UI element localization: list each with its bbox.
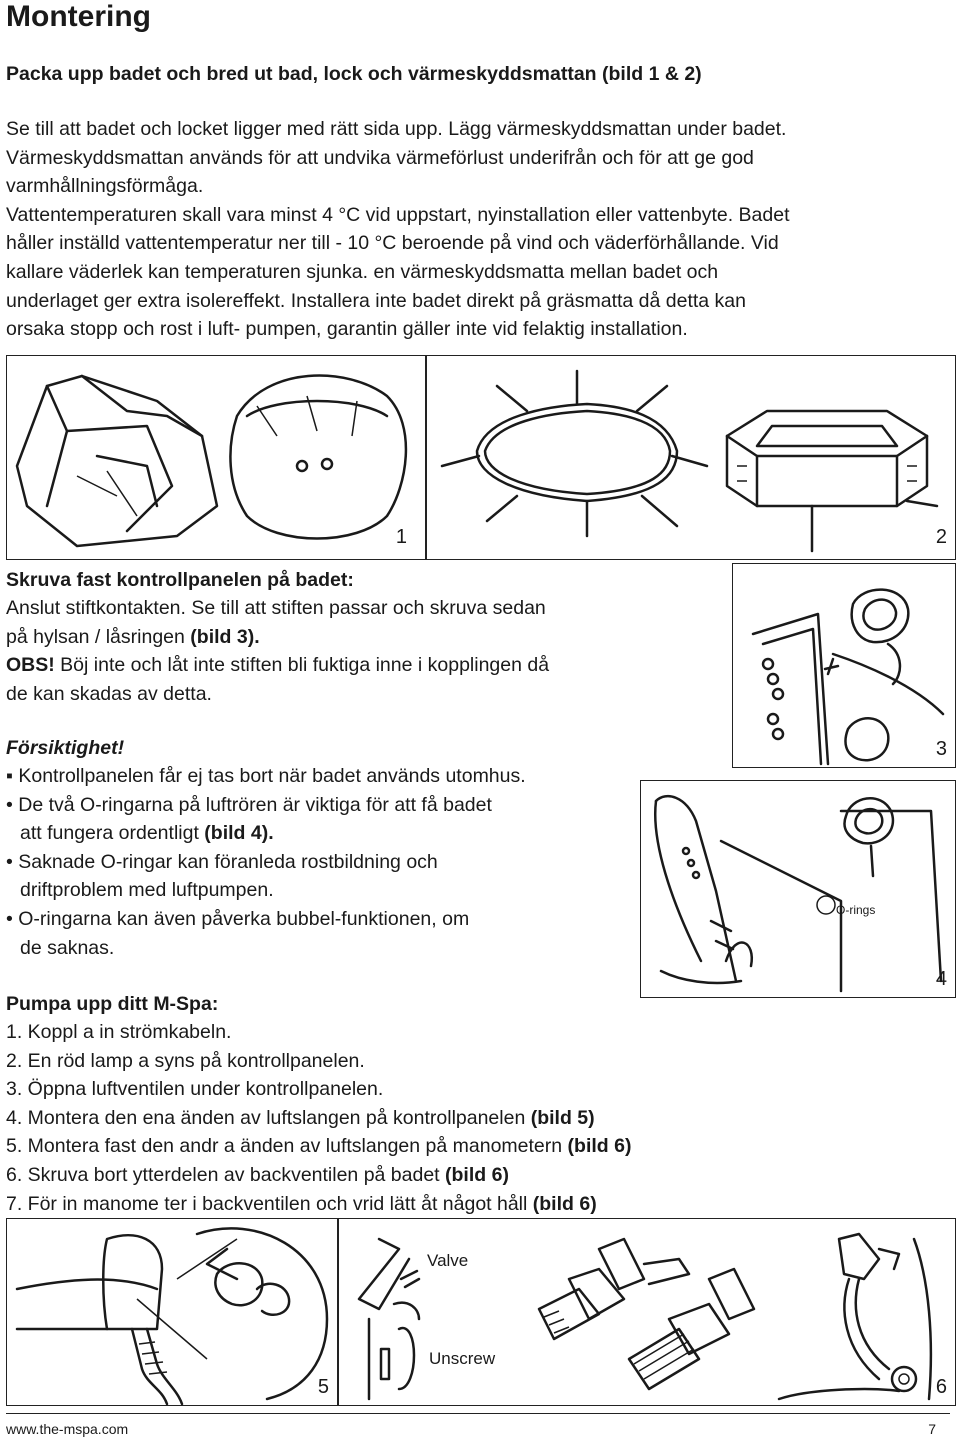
step-text: 1. Koppl a in strömkabeln. — [6, 1021, 232, 1043]
list-bullet: ▪ — [6, 765, 13, 787]
step-text: 2. En röd lamp a syns på kontrollpanelen. — [6, 1049, 365, 1072]
list-text: O-ringarna kan även påverka bubbel-funktionen, om — [18, 907, 470, 930]
section-control-panel-body — [6, 594, 706, 708]
body-line: varmhållningsförmåga. — [6, 175, 204, 198]
figure-reference: (bild 4). — [204, 822, 274, 845]
figure-reference: (bild 6) — [532, 1192, 597, 1215]
figure-2-box — [426, 355, 956, 560]
body-line — [6, 623, 706, 652]
spa-mat-illustration — [427, 356, 957, 561]
list-text: Saknade O-ringar kan föranleda rostbildning och — [18, 850, 438, 873]
list-bullet: • — [6, 907, 13, 930]
step-text: 5. Montera fast den andr a änden av luftslangen på manometern — [6, 1135, 563, 1158]
step-text: 3. Öppna luftventilen under kontrollpanelen. — [6, 1078, 384, 1101]
figure-number-6: 6 — [935, 1376, 947, 1398]
list-text: De två O-ringarna på luftrören är viktiga för att få badet — [18, 793, 492, 816]
step-item — [6, 1075, 946, 1104]
list-bullet: • — [6, 850, 13, 873]
o-rings-illustration — [641, 781, 957, 999]
list-text: de saknas. — [20, 936, 115, 959]
figure-3-box — [732, 563, 956, 768]
figure-4-box — [640, 780, 956, 998]
unscrew-label: Unscrew — [429, 1349, 496, 1368]
step-item — [6, 1132, 946, 1161]
figure-number-3: 3 — [935, 738, 947, 760]
figure-reference: (bild 6) — [567, 1135, 632, 1158]
section-unpack-heading: Packa upp badet och bred ut bad, lock och värmeskyddsmattan (bild 1 & 2) — [6, 63, 702, 85]
caution-heading: Försiktighet! — [6, 737, 125, 759]
o-rings-label: O-rings — [836, 903, 876, 917]
step-item — [6, 1047, 946, 1076]
body-line: kallare väderlek kan temperaturen sjunka. en värmeskyddsmatta mellan badet och — [6, 260, 719, 283]
step-text: 6. Skruva bort ytterdelen av backventilen på badet — [6, 1163, 440, 1186]
footer-divider — [6, 1413, 950, 1414]
list-item — [6, 905, 646, 962]
figure-number-2: 2 — [935, 526, 947, 548]
body-line: Se till att badet och locket ligger med rätt sida upp. Lägg värmeskyddsmattan under badet. — [6, 118, 787, 140]
box-unpacking-illustration — [7, 356, 427, 561]
body-line — [6, 651, 706, 680]
figure-number-5: 5 — [317, 1376, 329, 1398]
control-panel-connector-illustration — [733, 564, 957, 769]
page-number: 7 — [928, 1421, 936, 1437]
pump-heading: Pumpa upp ditt M-Spa: — [6, 993, 219, 1015]
body-line: håller inställd vattentemperatur ner till - 10 °C beroende på vind och väderförhållande. Vid — [6, 232, 779, 255]
list-text: driftproblem med luftpumpen. — [20, 879, 274, 902]
body-line: Anslut stiftkontakten. Se till att stiften passar och skruva sedan — [6, 597, 546, 619]
step-text: 4. Montera den ena änden av luftslangen på kontrollpanelen — [6, 1106, 526, 1129]
obs-label: OBS! — [6, 654, 55, 677]
step-item — [6, 1190, 946, 1219]
body-line: Vattentemperaturen skall vara minst 4 °C vid uppstart, nyinstallation eller vattenbyte. Badet — [6, 203, 790, 226]
list-item — [6, 848, 646, 905]
footer-url[interactable]: www.the-mspa.com — [6, 1421, 129, 1437]
step-text: 7. För in manome ter i backventilen och vrid lätt åt något håll — [6, 1192, 528, 1215]
body-line: de kan skadas av detta. — [6, 682, 212, 705]
obs-text: Böj inte och låt inte stiften bli fuktiga inne i kopplingen då — [60, 654, 550, 677]
hose-control-panel-illustration — [7, 1219, 339, 1407]
step-item — [6, 1104, 946, 1133]
section-unpack-body — [6, 115, 956, 344]
list-item — [6, 762, 646, 791]
list-item — [6, 791, 646, 848]
figure-reference: (bild 6) — [445, 1163, 509, 1186]
figure-1-box — [6, 355, 426, 560]
section-control-panel-heading: Skruva fast kontrollpanelen på badet: — [6, 569, 354, 591]
body-line: underlaget ger extra isolereffekt. Installera inte badet direkt på gräsmatta då detta kan — [6, 289, 747, 312]
list-text: Kontrollpanelen får ej tas bort när badet används utomhus. — [18, 765, 526, 787]
pump-steps — [6, 1018, 946, 1218]
figure-number-4: 4 — [935, 968, 947, 990]
body-line: orsaka stopp och rost i luft- pumpen, garantin gäller inte vid felaktig installation. — [6, 318, 688, 341]
body-line: Värmeskyddsmattan används för att undvika värmeförlust underifrån och för att ge god — [6, 146, 754, 169]
step-item — [6, 1018, 946, 1047]
list-text: att fungera ordentligt — [20, 822, 199, 845]
caution-list — [6, 762, 646, 962]
figure-number-1: 1 — [395, 526, 407, 548]
manometer-valve-illustration — [339, 1219, 957, 1407]
figure-reference: (bild 3). — [190, 625, 260, 648]
valve-label: Valve — [427, 1251, 469, 1270]
figure-reference: (bild 5) — [530, 1106, 595, 1129]
list-bullet: • — [6, 793, 13, 816]
figure-6-box — [338, 1218, 956, 1406]
body-text: på hylsan / låsringen — [6, 625, 185, 648]
figure-5-box — [6, 1218, 338, 1406]
page-title: Montering — [6, 0, 151, 33]
step-item — [6, 1161, 946, 1190]
